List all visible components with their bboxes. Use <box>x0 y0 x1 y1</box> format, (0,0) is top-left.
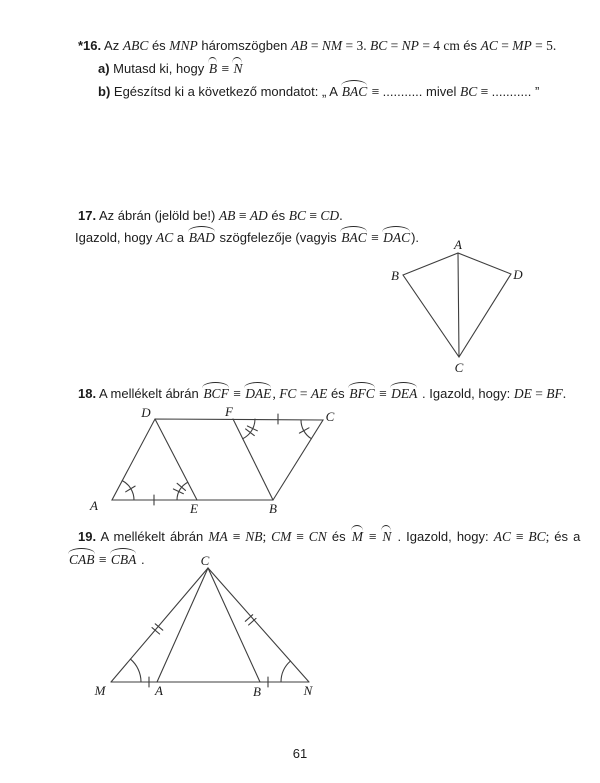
text-segment: DAE <box>245 386 272 401</box>
text-segment: háromszögben <box>197 38 292 53</box>
text-segment: BC <box>370 38 388 53</box>
text-segment: ≡ <box>218 61 233 76</box>
text-segment: , <box>272 386 280 401</box>
text-segment: és <box>148 38 170 53</box>
text-segment: ≡ <box>229 386 245 401</box>
text-segment: ≡ <box>511 529 529 544</box>
text-segment: AC <box>480 38 498 53</box>
text-segment: NB <box>245 529 263 544</box>
text-segment: MA <box>208 529 228 544</box>
text-segment: AD <box>249 208 268 223</box>
text-segment: B <box>208 61 218 76</box>
text-segment: N <box>233 61 243 76</box>
vertex-label-b: B <box>253 684 261 699</box>
vertex-label-e: E <box>190 501 198 516</box>
text-segment: MP <box>512 38 532 53</box>
page-number: 61 <box>292 746 308 761</box>
text-segment: CN <box>308 529 327 544</box>
text-segment: ABC <box>122 38 149 53</box>
kite-diagonal-ac <box>458 253 459 357</box>
text-segment: ≡ <box>375 386 391 401</box>
text-segment: AC <box>493 529 512 544</box>
text-segment: MNP <box>169 38 198 53</box>
text-segment: = <box>307 38 322 53</box>
text-segment: NM <box>321 38 343 53</box>
vertex-label-d: D <box>141 405 151 420</box>
text-segment: BAD <box>188 230 215 245</box>
text-segment: ≡ <box>235 208 250 223</box>
text-segment: . <box>339 208 343 223</box>
text-segment: CBA <box>110 552 137 567</box>
text-segment: = 3. <box>342 38 371 53</box>
text-segment: *16. <box>78 38 102 53</box>
vertex-label-b: B <box>269 501 277 516</box>
text-segment: és <box>327 386 349 401</box>
text-segment: FC <box>279 386 297 401</box>
text-segment: Mutasd ki, hogy <box>109 61 208 76</box>
text-segment: és <box>463 38 481 53</box>
text-segment: b) <box>98 84 111 99</box>
text-segment: és <box>267 208 289 223</box>
vertex-label-a: A <box>155 683 163 698</box>
text-segment: N <box>382 529 392 544</box>
text-segment: CAB <box>69 552 95 567</box>
text-segment: BF <box>546 386 563 401</box>
vertex-label-d: D <box>513 267 523 282</box>
text-segment: BC <box>288 208 307 223</box>
text-segment: = <box>531 386 547 401</box>
text-segment: = 5. <box>531 38 557 53</box>
vertex-label-c: C <box>325 409 335 424</box>
kite-diagram <box>385 238 535 378</box>
problem-18-line-1 <box>78 385 566 402</box>
text-segment: BAC <box>341 230 367 245</box>
problem-16-line-b <box>98 83 539 100</box>
angle-tick-f2 <box>246 429 255 436</box>
text-segment: AB <box>291 38 308 53</box>
text-segment: AC <box>155 230 174 245</box>
text-segment: NP <box>401 38 419 53</box>
text-segment: BFC <box>349 386 375 401</box>
parallelogram-diagram <box>88 404 338 520</box>
text-segment: ≡ <box>291 529 309 544</box>
text-segment: M <box>351 529 363 544</box>
text-segment: BAC <box>341 84 368 99</box>
text-segment: ; <box>545 529 555 544</box>
parallelogram-outline <box>112 419 323 500</box>
sides-mc-cn <box>111 568 309 682</box>
segment-ac <box>157 568 208 682</box>
text-segment: ........... ” <box>491 84 540 99</box>
text-segment: = <box>387 38 402 53</box>
vertex-label-a: A <box>90 498 98 513</box>
text-segment: ≡ <box>363 529 382 544</box>
text-segment: ≡ <box>367 230 383 245</box>
text-segment: . <box>562 386 567 401</box>
vertex-label-a: A <box>454 237 462 252</box>
text-segment: ≡ <box>306 208 321 223</box>
text-segment: . <box>137 552 145 567</box>
text-segment: . Igazold, hogy: <box>418 386 514 401</box>
text-segment: Igazold, hogy <box>75 230 156 245</box>
text-segment: mivel <box>426 84 460 99</box>
text-segment: A mellékelt ábrán <box>96 386 203 401</box>
text-segment: és a <box>554 529 581 544</box>
text-segment: CM <box>271 529 292 544</box>
triangle-diagram <box>94 553 325 700</box>
angle-tick-a <box>126 486 135 492</box>
problem-17-line-2 <box>75 229 419 246</box>
text-segment: Az <box>101 38 123 53</box>
text-segment: . Igazold, hogy: <box>392 529 494 544</box>
text-segment: 17. <box>78 208 97 223</box>
text-segment: 19. <box>78 529 97 544</box>
text-segment: CD <box>320 208 340 223</box>
text-segment: ≡ <box>227 529 246 544</box>
problem-17-line-1 <box>78 207 343 224</box>
segment-de <box>155 419 197 500</box>
text-segment: ≡ <box>477 84 492 99</box>
text-segment: Az ábrán (jelöld be!) <box>96 208 219 223</box>
text-segment: szögfelezője (vagyis <box>215 230 341 245</box>
text-segment: = <box>296 386 311 401</box>
segment-fb <box>233 419 273 500</box>
kite-outline <box>403 253 511 357</box>
text-segment: ≡ <box>95 552 110 567</box>
text-segment: a) <box>98 61 110 76</box>
text-segment: és <box>326 529 351 544</box>
text-segment: = 4 cm <box>418 38 464 53</box>
text-segment: a <box>173 230 188 245</box>
vertex-label-m: M <box>94 683 106 698</box>
text-segment: AB <box>218 208 236 223</box>
problem-19-line-1 <box>78 528 580 545</box>
vertex-label-c: C <box>454 360 464 375</box>
text-segment: ; <box>262 529 272 544</box>
text-segment: ........... <box>382 84 427 99</box>
text-segment: ≡ <box>368 84 383 99</box>
problem-16-line-1 <box>78 37 556 54</box>
text-segment: Egészítsd ki a következő mondatot: „ A <box>110 84 341 99</box>
text-segment: BCF <box>203 386 229 401</box>
text-segment: 18. <box>78 386 97 401</box>
text-segment: BC <box>459 84 478 99</box>
text-segment: DAC <box>383 230 411 245</box>
angle-arc-n <box>281 661 291 682</box>
vertex-label-n: N <box>303 683 313 698</box>
text-segment: DEA <box>391 386 418 401</box>
text-segment: DE <box>513 386 532 401</box>
problem-16-line-a <box>98 60 243 77</box>
vertex-label-c: C <box>200 553 210 568</box>
segment-bc <box>208 568 260 682</box>
text-segment: AE <box>310 386 328 401</box>
text-segment: BC <box>528 529 546 544</box>
vertex-label-b: B <box>391 268 399 283</box>
vertex-label-f: F <box>225 404 233 419</box>
text-segment: = <box>497 38 513 53</box>
text-segment: A mellékelt ábrán <box>96 529 209 544</box>
angle-arc-m <box>130 659 141 682</box>
text-segment: ). <box>411 230 420 245</box>
